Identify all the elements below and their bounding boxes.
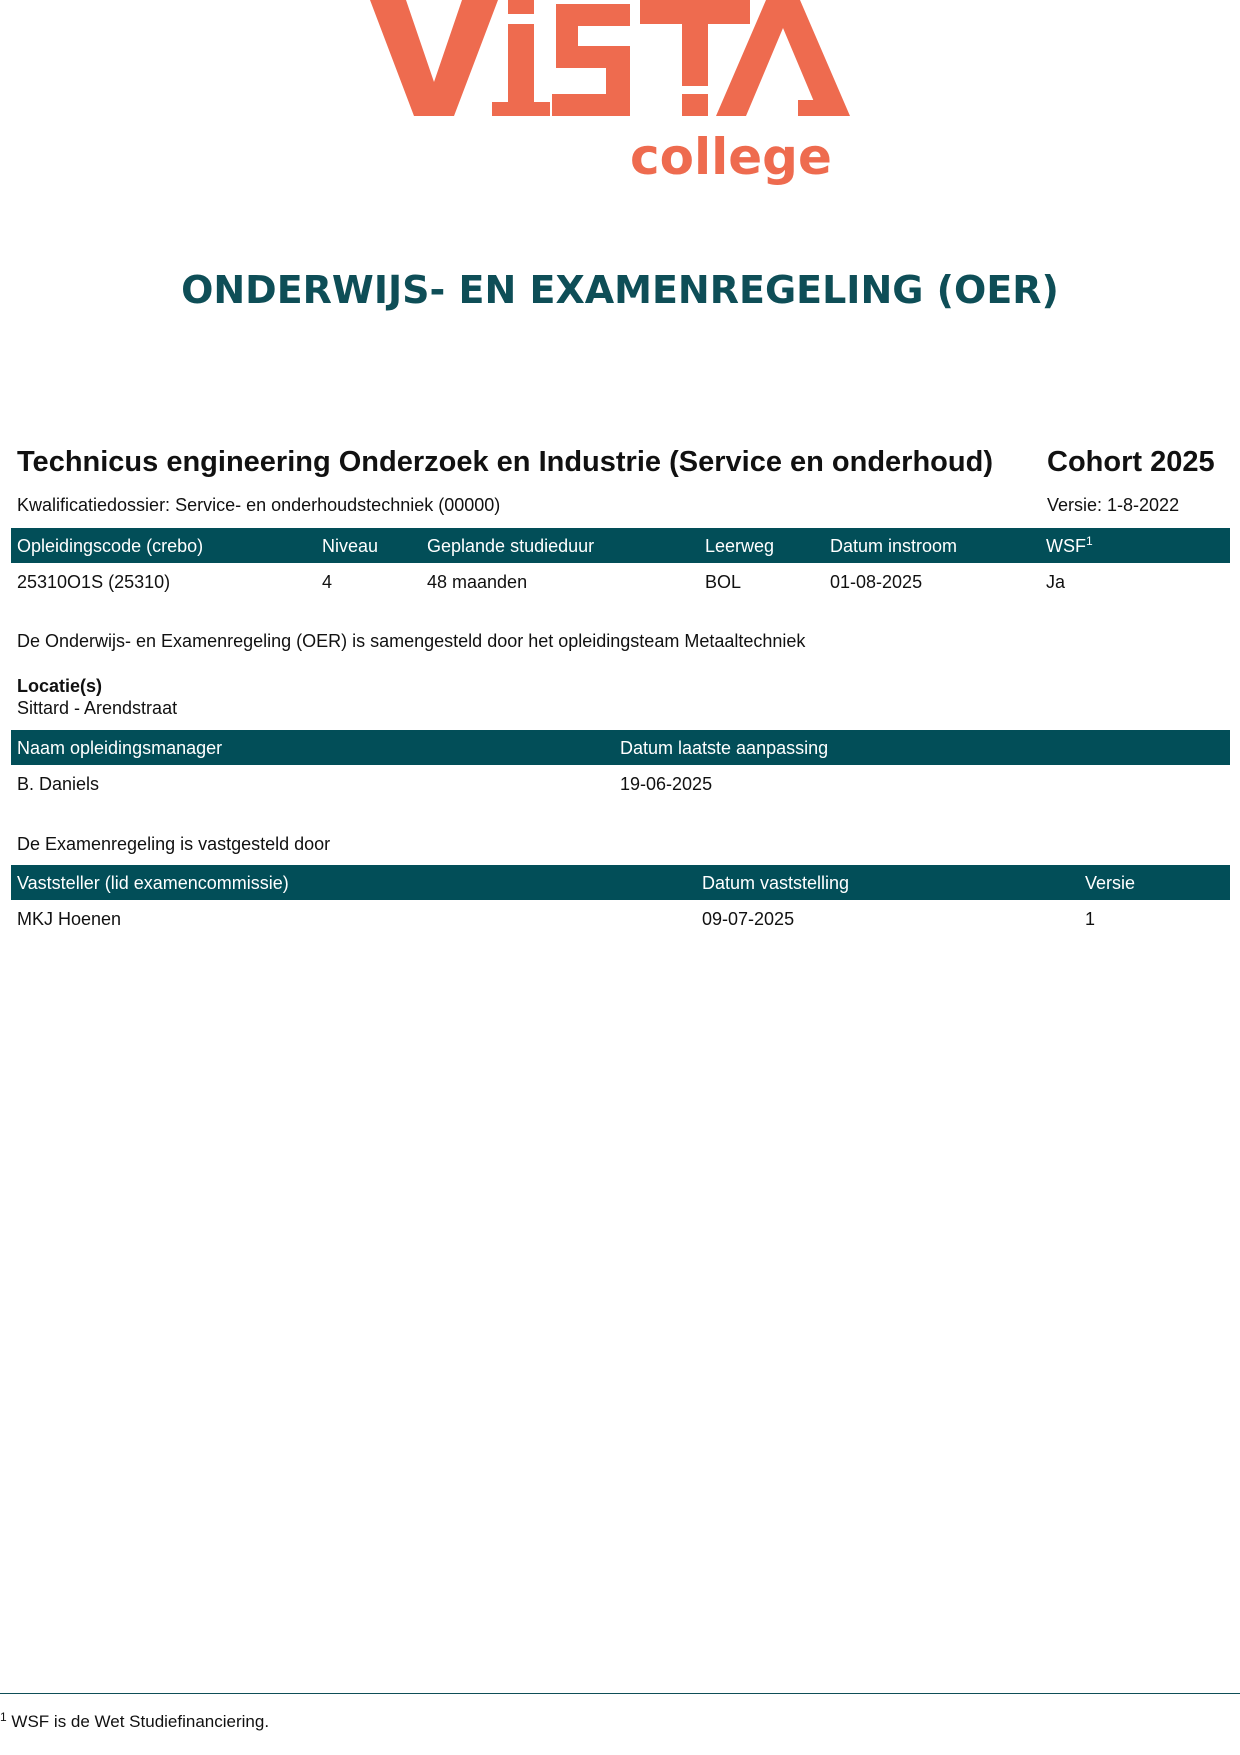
cell-vaststeller: MKJ Hoenen [17, 909, 122, 929]
table-row [11, 909, 1230, 944]
logo-sub-text: college [630, 128, 832, 186]
wsf-label: WSF [1046, 536, 1086, 556]
footnote [0, 1712, 269, 1732]
manager-table-header [11, 730, 1230, 765]
col-header-laatste-aanpassing: Datum laatste aanpassing [620, 738, 829, 758]
cell-studieduur: 48 maanden [427, 572, 528, 592]
samengesteld-text: De Onderwijs- en Examenregeling (OER) is samengesteld door het opleidingsteam Metaaltechniek [17, 631, 806, 651]
col-header-studieduur: Geplande studieduur [427, 536, 595, 556]
col-header-opleidingsmanager: Naam opleidingsmanager [17, 738, 223, 758]
locatie-label: Locatie(s) [17, 676, 103, 696]
cell-leerweg: BOL [705, 572, 742, 592]
page-title: ONDERWIJS- EN EXAMENREGELING (OER) [181, 268, 1059, 312]
col-header-datum-vaststelling: Datum vaststelling [702, 873, 850, 893]
vastgesteld-text: De Examenregeling is vastgesteld door [17, 834, 331, 854]
cell-wsf: Ja [1046, 572, 1066, 592]
footnote-divider [0, 1693, 1240, 1694]
footnote-number: 1 [0, 1710, 7, 1724]
cell-datum-vaststelling: 09-07-2025 [702, 909, 795, 929]
cell-opleidingscode: 25310O1S (25310) [17, 572, 171, 592]
locatie-value: Sittard - Arendstraat [17, 698, 178, 718]
table-row [11, 774, 1230, 809]
cohort-label: Cohort 2025 [1047, 446, 1215, 478]
col-header-wsf [1046, 536, 1093, 557]
versie-text: Versie: 1-8-2022 [1047, 495, 1180, 515]
col-header-datum-instroom: Datum instroom [830, 536, 958, 556]
table-row [11, 572, 1230, 607]
cell-datum-instroom: 01-08-2025 [830, 572, 923, 592]
program-title: Technicus engineering Onderzoek en Industrie (Service en onderhoud) [17, 446, 993, 478]
opleiding-table-header [11, 528, 1230, 563]
col-header-opleidingscode: Opleidingscode (crebo) [17, 536, 204, 556]
footnote-text: WSF is de Wet Studiefinanciering. [11, 1712, 270, 1731]
col-header-vaststeller: Vaststeller (lid examencommissie) [17, 873, 289, 893]
col-header-versie: Versie [1085, 873, 1136, 893]
vaststeller-table-header [11, 865, 1230, 900]
kwalificatiedossier-text: Kwalificatiedossier: Service- en onderhoudstechniek (00000) [17, 495, 501, 515]
col-header-leerweg: Leerweg [705, 536, 775, 556]
cell-laatste-aanpassing: 19-06-2025 [620, 774, 713, 794]
cell-niveau: 4 [322, 572, 333, 592]
vista-college-logo [368, 0, 868, 210]
col-header-niveau: Niveau [322, 536, 379, 556]
footnote-ref: 1 [1086, 534, 1093, 548]
cell-versie: 1 [1085, 909, 1096, 929]
cell-opleidingsmanager: B. Daniels [17, 774, 100, 794]
